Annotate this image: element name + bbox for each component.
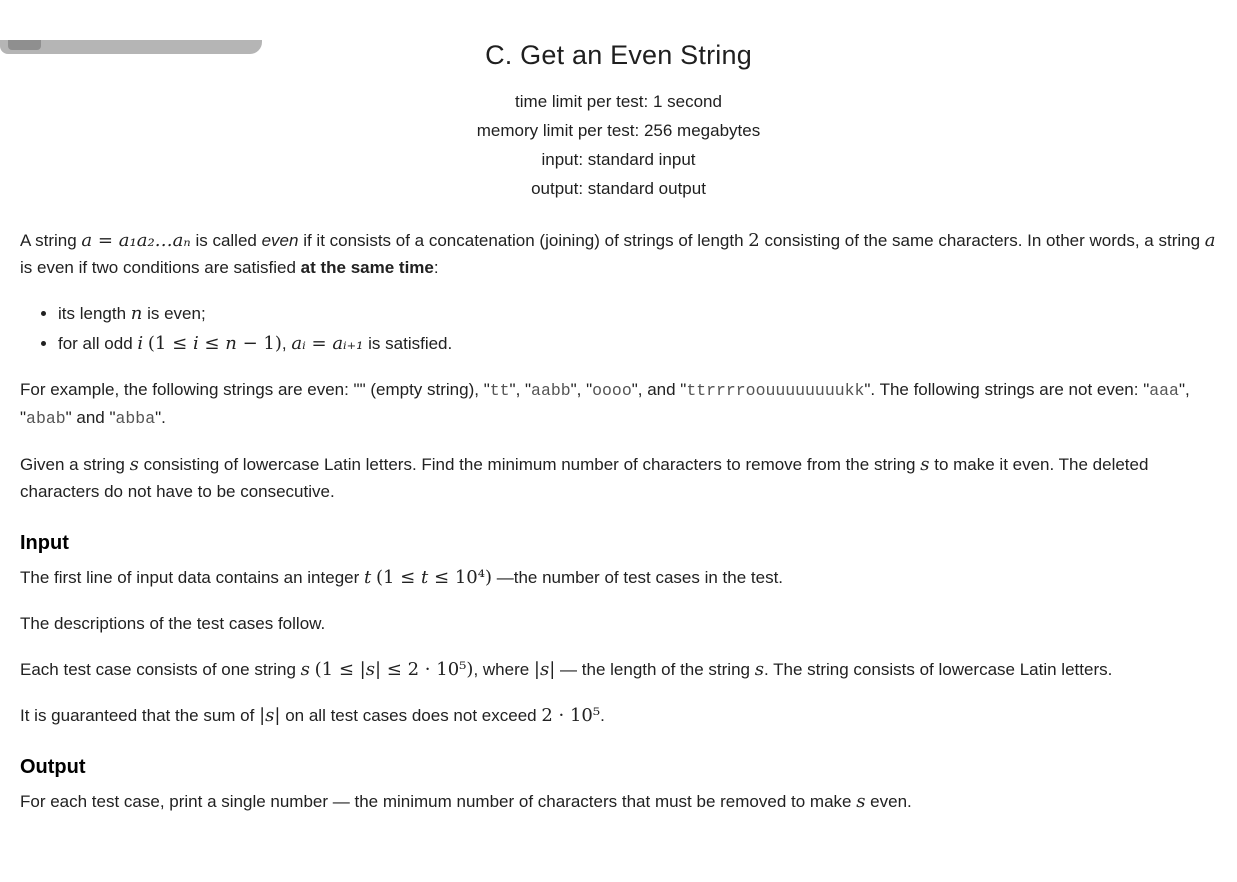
code-string: tt [489, 381, 510, 400]
input-spec: input: standard input [541, 150, 696, 169]
math-literal: | [274, 705, 281, 726]
text-segment: Given a string [20, 455, 130, 474]
intro-paragraph [20, 227, 1217, 281]
code-string: ttrrrroouuuuuuuukk [686, 381, 865, 400]
text-segment: consisting of lowercase Latin letters. Find the minimum number of characters to remove from the string [138, 455, 921, 474]
task-paragraph [20, 451, 1217, 505]
text-segment: For each test case, print a single number — the minimum number of characters that must be removed to make [20, 792, 857, 811]
problem-page [0, 40, 1237, 815]
math-literal: = [305, 333, 333, 354]
memory-limit: memory limit per test: 256 megabytes [476, 121, 761, 140]
browser-tab-favicon-area [8, 40, 41, 50]
text-segment: —the number of test cases in the test. [492, 568, 784, 587]
code-string: aabb [531, 381, 571, 400]
math-literal: (1 ≤ [375, 567, 422, 588]
section-header-input: Input [20, 532, 69, 554]
math-literal: | [533, 659, 540, 680]
math-variable: a [1204, 230, 1216, 251]
text-segment: The descriptions of the test cases follow. [20, 614, 326, 633]
italic-text: even [261, 231, 299, 250]
math-variable: t [421, 567, 429, 588]
math-variable: s [754, 659, 764, 680]
math-literal: ≤ [198, 333, 226, 354]
problem-statement [20, 227, 1217, 815]
math-literal: | [549, 659, 556, 680]
text-segment: to make it even. The deleted characters do not have to be consecutive. [20, 455, 1149, 501]
text-segment: on all test cases does not exceed [280, 706, 542, 725]
math-variable: s [856, 791, 866, 812]
math-variable: a [81, 230, 93, 251]
text-segment: It is guaranteed that the sum of [20, 706, 260, 725]
math-variable: a₁a₂…aₙ [118, 230, 191, 251]
text-segment: — the length of the string [555, 660, 755, 679]
text-segment: is even; [142, 304, 206, 323]
text-segment: is even if two conditions are satisfied [20, 258, 301, 277]
code-string: abab [26, 409, 66, 428]
math-literal: − 1) [236, 333, 282, 354]
text-segment: ", and " [631, 380, 687, 399]
math-variable: n [225, 333, 237, 354]
text-segment: for all odd [58, 334, 138, 353]
text-segment: For example, the following strings are even: "" (empty string), " [20, 380, 490, 399]
text-segment: if it consists of a concatenation (joining) of strings of length [298, 231, 749, 250]
text-segment: : [433, 258, 439, 277]
input-guarantee-paragraph [20, 702, 1217, 729]
conditions-list [20, 300, 1217, 357]
code-string: oooo [592, 381, 632, 400]
math-variable: aᵢ₊₁ [332, 333, 364, 354]
browser-tab-remnant [0, 40, 262, 54]
math-variable: n [130, 303, 143, 324]
examples-paragraph [20, 376, 1217, 432]
condition-item [58, 300, 1217, 327]
math-variable: s [920, 454, 930, 475]
math-literal: 2 · 10⁵ [541, 705, 601, 726]
math-variable: i [192, 333, 199, 354]
math-variable: s [365, 659, 375, 680]
math-variable: i [137, 333, 144, 354]
input-string-paragraph [20, 656, 1217, 683]
text-segment: consisting of the same characters. In other words, a string [759, 231, 1205, 250]
time-limit: time limit per test: 1 second [515, 92, 722, 111]
text-segment: . The string consists of lowercase Latin letters. [763, 660, 1113, 679]
problem-title: C. Get an Even String [485, 40, 752, 70]
input-t-paragraph [20, 564, 1217, 591]
math-literal: = [92, 230, 119, 251]
text-segment: A string [20, 231, 82, 250]
math-variable: s [129, 454, 139, 475]
output-paragraph [20, 788, 1217, 815]
text-segment: " and " [65, 408, 116, 427]
text-segment: is called [190, 231, 262, 250]
code-string: abba [115, 409, 156, 428]
text-segment: its length [58, 304, 131, 323]
text-segment: ". The following strings are not even: " [864, 380, 1150, 399]
math-literal: 2 [748, 230, 760, 251]
math-variable: s [265, 705, 275, 726]
math-literal: (1 ≤ [147, 333, 193, 354]
math-variable: aᵢ [291, 333, 306, 354]
math-variable: t [363, 567, 372, 588]
text-segment: The first line of input data contains an integer [20, 568, 364, 587]
code-string: aaa [1149, 381, 1179, 400]
bold-text: at the same time [300, 258, 434, 277]
section-header-output: Output [20, 756, 86, 778]
text-segment: is satisfied. [363, 334, 453, 353]
problem-meta [20, 87, 1217, 203]
condition-item [58, 330, 1217, 357]
math-literal: ≤ 10⁴) [428, 567, 492, 588]
text-segment: , [281, 334, 292, 353]
math-literal: | [259, 705, 266, 726]
math-literal: (1 ≤ | [314, 659, 366, 680]
text-segment: ". [155, 408, 166, 427]
output-spec: output: standard output [531, 179, 706, 198]
text-segment: ", " [509, 380, 532, 399]
math-variable: s [540, 659, 550, 680]
text-segment: . [600, 706, 605, 725]
input-descriptions-paragraph [20, 610, 1217, 637]
text-segment: even. [865, 792, 912, 811]
text-segment: ", " [570, 380, 593, 399]
math-variable: s [300, 659, 310, 680]
text-segment: , where [473, 660, 534, 679]
math-literal: | ≤ 2 · 10⁵) [375, 659, 474, 680]
text-segment: ", " [20, 380, 1190, 427]
text-segment: Each test case consists of one string [20, 660, 301, 679]
